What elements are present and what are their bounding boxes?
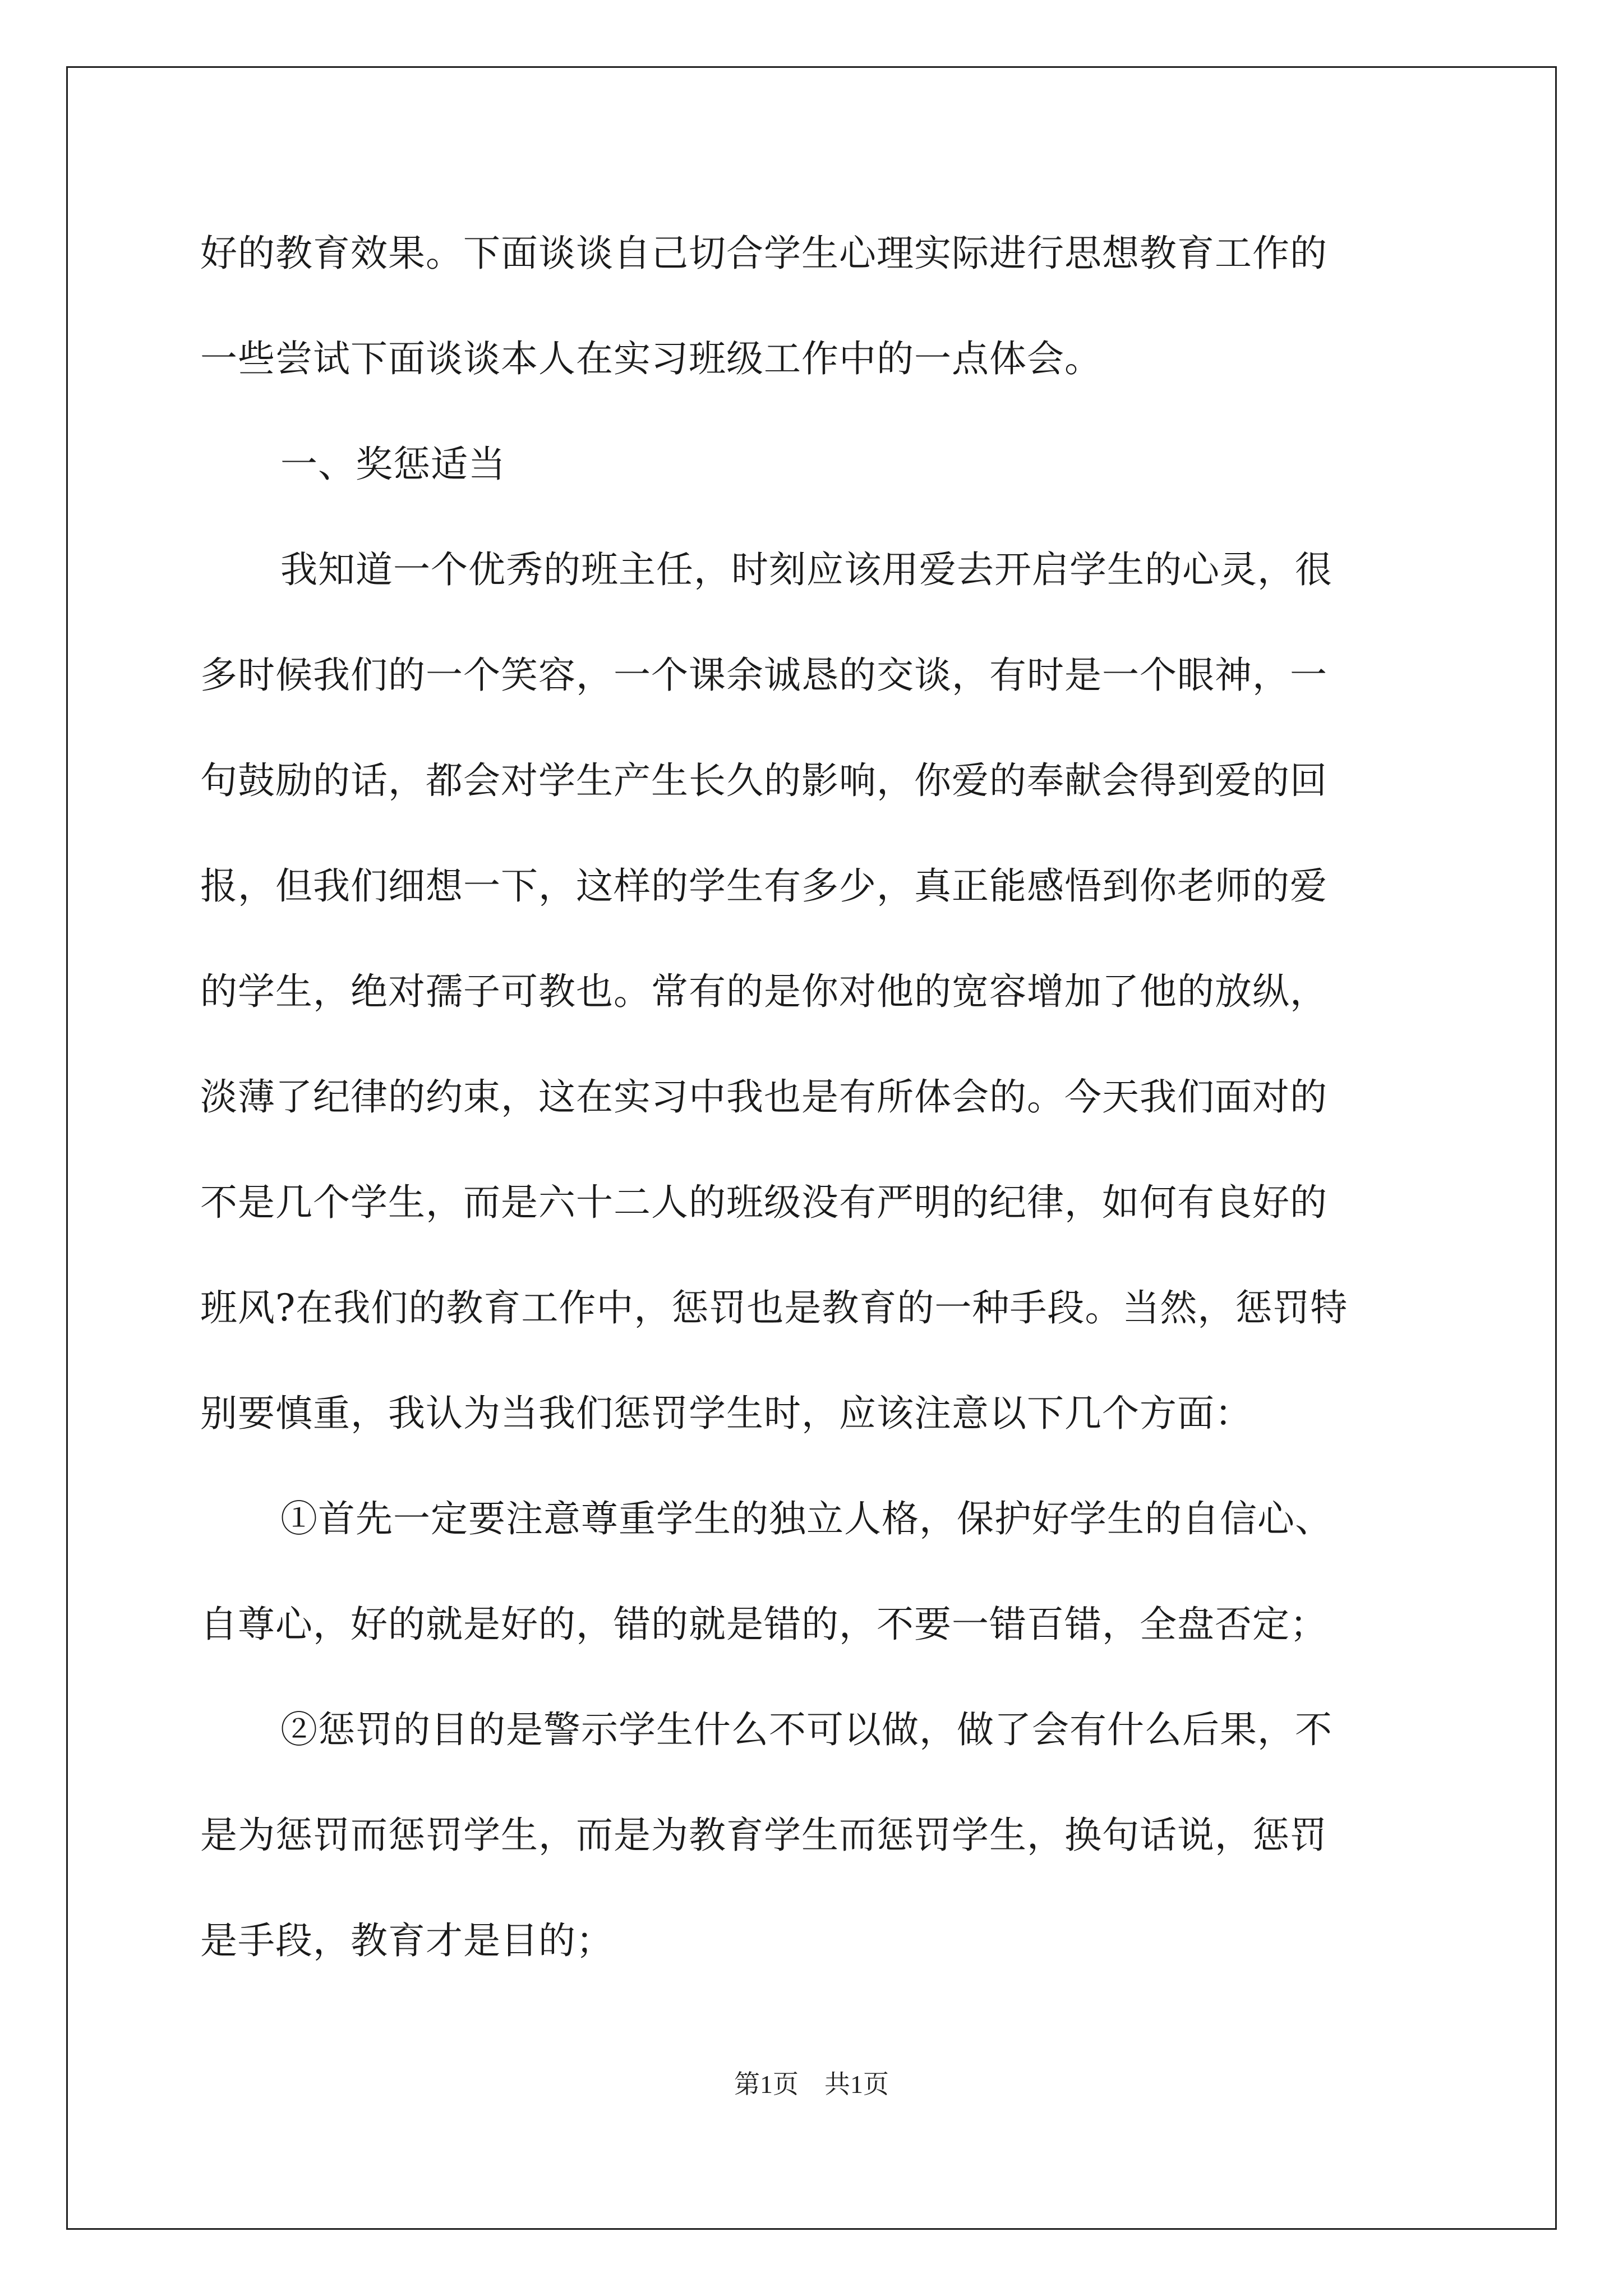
paragraph-line: 不是几个学生，而是六十二人的班级没有严明的纪律，如何有良好的 xyxy=(200,1181,1327,1224)
list-item-line: ①首先一定要注意尊重学生的独立人格，保护好学生的自信心、 xyxy=(280,1497,1332,1540)
paragraph-line: 别要慎重，我认为当我们惩罚学生时，应该注意以下几个方面： xyxy=(200,1392,1252,1435)
list-item-line: 是手段，教育才是目的； xyxy=(200,1919,614,1962)
page-number-footer: 第1页 共1页 xyxy=(734,2070,889,2099)
paragraph-line: 我知道一个优秀的班主任，时刻应该用爱去开启学生的心灵，很 xyxy=(280,548,1332,591)
paragraph-line: 一些尝试下面谈谈本人在实习班级工作中的一点体会。 xyxy=(200,337,1102,380)
list-item-line: 是为惩罚而惩罚学生，而是为教育学生而惩罚学生，换句话说，惩罚 xyxy=(200,1814,1327,1857)
paragraph-line: 报，但我们细想一下，这样的学生有多少，真正能感悟到你老师的爱 xyxy=(200,864,1327,908)
page-border xyxy=(66,66,1557,2230)
paragraph-line: 淡薄了纪律的约束，这在实习中我也是有所体会的。今天我们面对的 xyxy=(200,1075,1327,1119)
list-item-line: ②惩罚的目的是警示学生什么不可以做，做了会有什么后果，不 xyxy=(280,1708,1332,1751)
paragraph-line: 多时候我们的一个笑容，一个课余诚恳的交谈，有时是一个眼神，一 xyxy=(200,654,1327,697)
paragraph-line: 的学生，绝对孺子可教也。常有的是你对他的宽容增加了他的放纵， xyxy=(200,970,1327,1013)
section-heading: 一、奖惩适当 xyxy=(280,443,506,486)
paragraph-line: 好的教育效果。下面谈谈自己切合学生心理实际进行思想教育工作的 xyxy=(200,232,1327,275)
paragraph-line: 句鼓励的话，都会对学生产生长久的影响，你爱的奉献会得到爱的回 xyxy=(200,759,1327,802)
list-item-line: 自尊心，好的就是好的，错的就是错的，不要一错百错，全盘否定； xyxy=(200,1603,1327,1646)
paragraph-line: 班风?在我们的教育工作中，惩罚也是教育的一种手段。当然，惩罚特 xyxy=(200,1286,1348,1329)
